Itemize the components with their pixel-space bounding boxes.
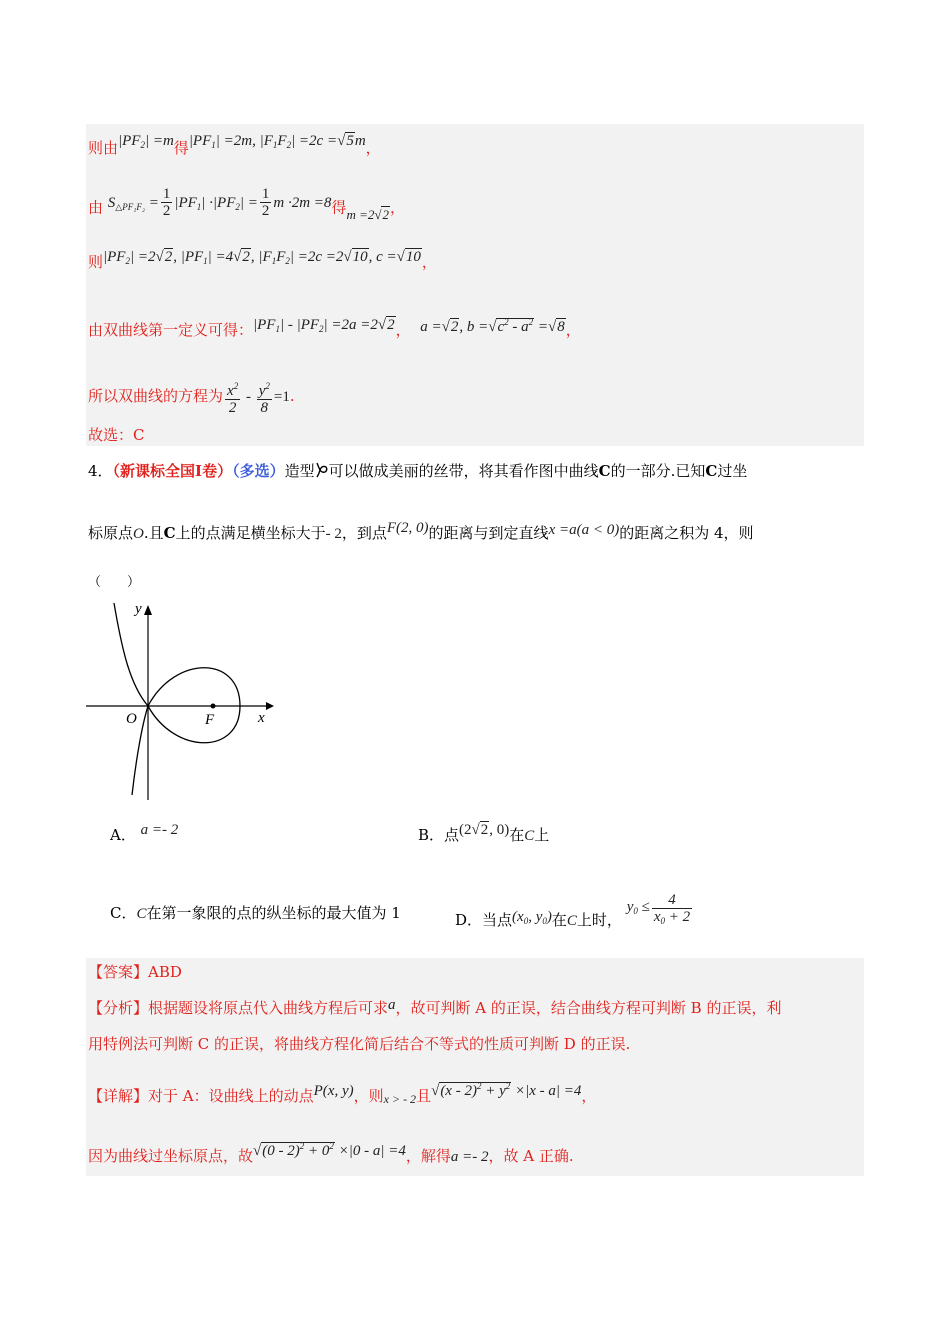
question-4-line-2: 标原点O.且C上的点满足横坐标大于- 2，到点F(2, 0)的距离与到定直线x =a(a < 0)的距离之积为 4，则 — [88, 520, 754, 542]
question-type: （多选） — [232, 462, 285, 480]
answer-line: 【答案】ABD — [88, 963, 182, 981]
solution-line-2: 由 $S_{\triangle PF_1F_2}$ = $\frac{1}{2}$ $|PF_1| \cdot|PF_2|$ = $\frac{1}{2}$ m ·2m =8得m =2√2， — [88, 186, 405, 222]
solution-line-4: 由双曲线第一定义可得：$|PF_1| - |PF_2| =2a =2√2$， a =√2, $b =√c^2 - a^2 =√8$， — [88, 317, 581, 339]
eq-inequality: $y_0$ ≤ — [626, 898, 650, 916]
eq-values: $|PF_2| =2√2$, $|PF_1| =4√2$, $|F_1F_2| =2c =2√10$, c =√10 — [103, 249, 421, 266]
detail-line-1: 【详解】对于 A：设曲线上的动点P(x, y)，则x > - 2且$√(x - 2)^2 + y^2 \times|x - a| =4$， — [88, 1081, 597, 1106]
eq-a-value: a =- 2 — [450, 1149, 489, 1165]
answer-paren: （ ） — [88, 575, 141, 590]
detail-line-2: 因为曲线过坐标原点，故$√(0 - 2)^2 + 0^2 \times|0 - a| =4$，解得a =- 2，故 A 正确. — [88, 1141, 574, 1165]
eq-point-f: F(2, 0) — [386, 520, 429, 536]
option-d[interactable]: D．当点($x_0$, $y_0$)在C上时， $y_0$ ≤ $\frac{4}{x_0 + 2}$ — [455, 892, 691, 929]
final-choice: 故选：C — [88, 426, 145, 444]
eq-point-p: P(x, y) — [313, 1083, 354, 1099]
option-c[interactable]: C．C在第一象限的点的纵坐标的最大值为 1 — [110, 904, 401, 922]
question-4-line-1: 4．（新课标全国Ⅰ卷）（多选）造型 可以做成美丽的丝带，将其看作图中曲线C的一部分.已知C过坐 — [88, 462, 748, 480]
eq-point-b: (2√2, 0) — [459, 822, 510, 838]
eq-x-gt: x > - 2 — [383, 1092, 417, 1106]
solution-line-1: 则由$|PF_2| =m$得$|PF_1| =2m$, $|F_1F_2| =2c =√5m$， — [88, 133, 381, 157]
focus-point — [211, 704, 216, 709]
option-a[interactable]: A． a =- 2 — [110, 822, 179, 844]
y-label: y — [135, 601, 142, 617]
analysis-line-1: 【分析】根据题设将原点代入曲线方程后可求a，故可判断 A 的正误，结合曲线方程可判断 B 的正误，利 — [88, 997, 782, 1017]
solution-line-3: 则$|PF_2| =2√2$, $|PF_1| =4√2$, $|F_1F_2| =2c =2√10$, c =√10， — [88, 249, 437, 271]
focus-label: F — [205, 712, 215, 728]
option-b[interactable]: B．点(2√2, 0)在C上 — [418, 822, 550, 844]
curve-upper-branch — [114, 603, 148, 706]
eq-ab: a =√2, $b =√c^2 - a^2 =√8$ — [420, 317, 565, 335]
eq-point-d: ($x_0$, $y_0$) — [512, 908, 552, 926]
eq-definition: $|PF_1| - |PF_2| =2a =2√2$ — [253, 317, 395, 334]
curve-figure — [80, 595, 280, 805]
eq-line-x: x =a(a < 0) — [548, 522, 620, 538]
question-source: （新课标全国Ⅰ卷） — [112, 462, 233, 480]
ribbon-icon — [315, 462, 329, 478]
eq-curve: $√(x - 2)^2 + y^2 \times|x - a| =4$ — [431, 1081, 582, 1099]
eq-pf1-f1f2: $|PF_1| =2m$, $|F_1F_2| =2c =√5m$ — [188, 133, 366, 150]
eq-m: m =2√2 — [346, 206, 389, 222]
y-axis-arrow — [144, 605, 152, 615]
eq-area: $S_{\triangle PF_1F_2}$ = — [107, 194, 159, 212]
curve-loop — [148, 668, 240, 743]
eq-origin: $√(0 - 2)^2 + 0^2 \times|0 - a| =4$ — [253, 1141, 406, 1159]
analysis-line-2: 用特例法可判断 C 的正误，将曲线方程化简后结合不等式的性质可判断 D 的正误. — [88, 1035, 631, 1053]
solution-line-5: 所以双曲线的方程为 $\frac{x^2}{2}$ - $\frac{y^2}{8}$ =1. — [88, 378, 295, 416]
x-label: x — [258, 710, 265, 726]
origin-label: O — [126, 711, 137, 727]
x-axis-arrow — [266, 702, 274, 710]
eq-pf2: $|PF_2| =m$ — [118, 133, 174, 150]
